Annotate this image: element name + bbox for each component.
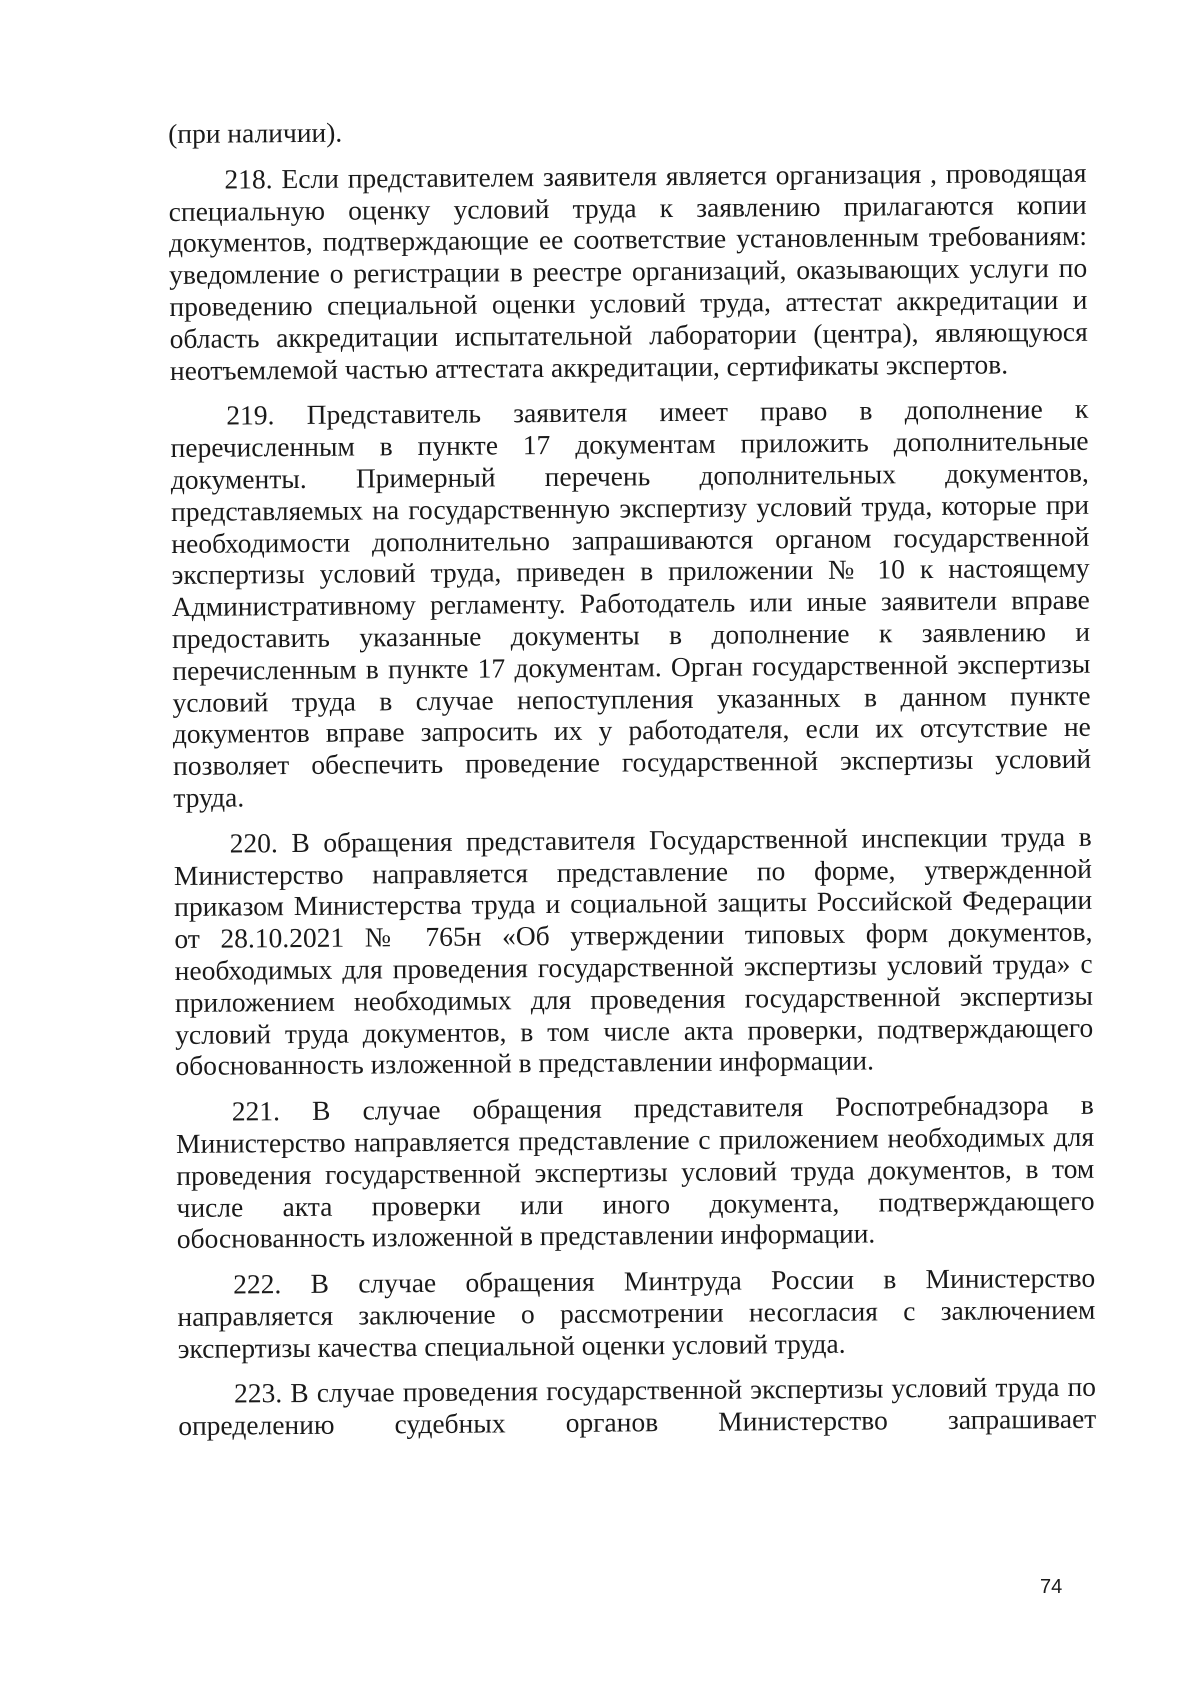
- paragraph-222: 222. В случае обращения Минтруда России в Министерство направляется заключение о рассмотрении несогласия с заключением экспертизы качества специальной оценки условий труда.: [177, 1261, 1096, 1364]
- paragraph-220: 220. В обращения представителя Государственной инспекции труда в Министерство направляется представление по форме, утвержденной приказом Министерства труда и социальной защиты Российской Федерации от 28.10.2021 № 765н «Об утверждении типовых форм документов, необходимых для проведения государственной экспертизы условий труда» с приложением необходимых для проведения государственной экспертизы условий труда документов, в том числе акта проверки, подтверждающего обоснованность изложенной в представлении информации.: [173, 820, 1094, 1082]
- paragraph-221: 221. В случае обращения представителя Роспотребнадзора в Министерство направляется представление с приложением необходимых для проведения государственной экспертизы условий труда документов, в том числе акта проверки или иного документа, подтверждающего обоснованность изложенной в представлении информации.: [175, 1088, 1095, 1255]
- paragraph-218: 218. Если представителем заявителя является организация , проводящая специальную оценку условий труда к заявлению прилагаются копии документов, подтверждающие ее соответствие установленным требованиям: уведомление о регистрации в реестре организаций, оказывающих услуги по проведению специальной оценки условий труда, аттестат аккредитации и область аккредитации испытательной лаборатории (центра), являющуюся неотъемлемой частью аттестата аккредитации, сертификаты экспертов.: [168, 156, 1088, 386]
- document-body: [168, 111, 1096, 1442]
- paragraph-223: 223. В случае проведения государственной экспертизы условий труда по определению судебных органов Министерство запрашивает: [178, 1371, 1097, 1442]
- paragraph-219: 219. Представитель заявителя имеет право в дополнение к перечисленным в пункте 17 документам приложить дополнительные документы. Примерный перечень дополнительных документов, представляемых на государственную экспертизу условий труда, которые при необходимости дополнительно запрашиваются органом государственной экспертизы условий труда, приведен в приложении № 10 к настоящему Административному регламенту. Работодатель или иные заявители вправе предоставить указанные документы в дополнение к заявлению и перечисленным в пункте 17 документам. Орган государственной экспертизы условий труда в случае непоступления указанных в данном пункте документов вправе запросить их у работодателя, если их отсутствие не позволяет обеспечить проведение государственной экспертизы условий труда.: [170, 393, 1092, 813]
- paragraph-continuation: (при наличии).: [168, 116, 343, 149]
- page-number: 74: [1040, 1576, 1063, 1598]
